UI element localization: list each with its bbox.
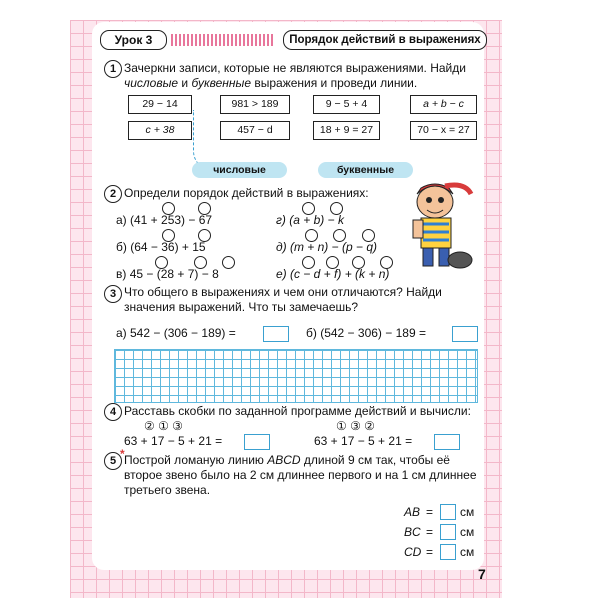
task5-line1-a: Построй ломаную линию [124, 453, 268, 467]
task4-expr-left: 63 + 17 − 5 + 21 = [124, 434, 223, 448]
unit-bc: см [460, 525, 475, 539]
pill-numeric[interactable]: числовые [192, 162, 287, 178]
task1-word-numeric: числовые [124, 76, 179, 90]
header-decoration [171, 34, 275, 46]
eq-ab: = [426, 505, 434, 519]
answer-box-3a[interactable] [263, 326, 289, 342]
task5-line1-c: длиной 9 см так, чтобы её [300, 453, 450, 467]
task2-expr-a: а) (41 + 253) − 67 [116, 213, 213, 227]
answer-box-bc[interactable] [440, 524, 456, 540]
task3-expr-b: б) (542 − 306) − 189 = [306, 326, 426, 340]
answer-box-cd[interactable] [440, 544, 456, 560]
task-number-3: 3 [104, 285, 122, 303]
answer-box-4a[interactable] [244, 434, 270, 450]
task3-line1: Что общего в выражениях и чем они отличаются? Найди [124, 285, 442, 299]
task5-line1-abcd: ABCD [267, 453, 301, 467]
task5-star: * [120, 447, 125, 461]
lesson-label: Урок 3 [100, 30, 167, 50]
expression-box-3[interactable]: 9 − 5 + 4 [313, 95, 380, 114]
task-number-4: 4 [104, 403, 122, 421]
task2-expr-g: г) (a + b) − k [276, 213, 344, 227]
task2-expr-d: д) (m + n) − (p − q) [276, 240, 377, 254]
task3-line2: значения выражений. Что ты замечаешь? [124, 300, 359, 314]
task2-expr-v: в) 45 − (28 + 7) − 8 [116, 267, 219, 281]
expression-box-5[interactable]: c + 38 [128, 121, 192, 140]
task2-expr-b: б) (64 − 36) + 15 [116, 240, 206, 254]
task4-program-right: ① ③ ② [336, 419, 375, 433]
task5-line1 [124, 453, 450, 468]
label-bc: BC [404, 525, 421, 539]
task-number-5: 5 [104, 452, 122, 470]
task4-program-left: ② ① ③ [144, 419, 183, 433]
calculation-grid[interactable] [114, 349, 478, 403]
pill-letter[interactable]: буквенные [318, 162, 413, 178]
label-ab: AB [404, 505, 421, 519]
unit-ab: см [460, 505, 475, 519]
task-number-1: 1 [104, 60, 122, 78]
label-cd: CD [404, 545, 422, 559]
task5-line2: второе звено было на 2 см длиннее первого и на 1 см длиннее [124, 468, 477, 482]
answer-box-ab[interactable] [440, 504, 456, 520]
task4-prompt: Расставь скобки по заданной программе действий и вычисли: [124, 404, 471, 418]
answer-box-3b[interactable] [452, 326, 478, 342]
task1-line2-end: выражения и проведи линии. [251, 76, 418, 90]
expression-box-6[interactable]: 457 − d [220, 121, 290, 140]
expression-box-2[interactable]: 981 > 189 [220, 95, 290, 114]
task-number-2: 2 [104, 185, 122, 203]
task2-expr-e: е) (c − d + f) + (k + n) [276, 267, 390, 281]
boy-character-illustration [405, 180, 480, 275]
expression-box-4[interactable]: a + b − c [410, 95, 477, 114]
eq-cd: = [426, 545, 434, 559]
eq-bc: = [426, 525, 434, 539]
expression-box-8[interactable]: 70 − x = 27 [410, 121, 477, 140]
task5-line3: третьего звена. [124, 483, 211, 497]
task2-prompt: Определи порядок действий в выражениях: [124, 186, 369, 200]
page-number: 7 [478, 566, 486, 582]
lesson-topic: Порядок действий в выражениях [283, 30, 487, 50]
task3-expr-a: а) 542 − (306 − 189) = [116, 326, 236, 340]
task1-line2 [124, 76, 417, 91]
order-circle[interactable] [222, 256, 235, 269]
task4-expr-right: 63 + 17 − 5 + 21 = [314, 434, 413, 448]
task1-word-and: и [178, 76, 192, 90]
task1-line1: Зачеркни записи, которые не являются выражениями. Найди [124, 61, 466, 75]
unit-cd: см [460, 545, 475, 559]
task1-word-letter: буквенные [191, 76, 252, 90]
expression-box-7[interactable]: 18 + 9 = 27 [313, 121, 380, 140]
expression-box-1[interactable]: 29 − 14 [128, 95, 192, 114]
answer-box-4b[interactable] [434, 434, 460, 450]
